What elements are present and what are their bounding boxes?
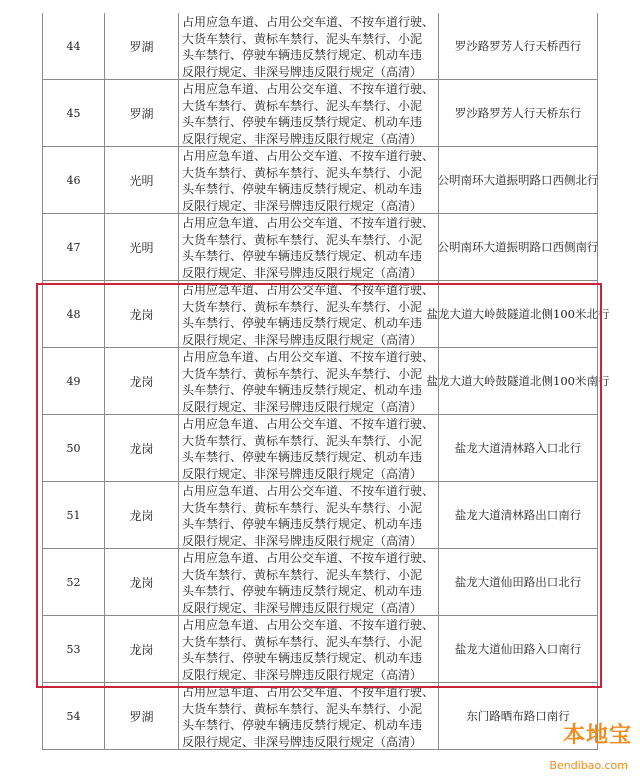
location: 罗沙路罗芳人行天桥西行 xyxy=(438,13,598,79)
violation-type-line: 头车禁行、停驶车辆违反禁行规定、机动车违 xyxy=(182,718,423,732)
location: 盐龙大道大岭鼓隧道北侧100米南行 xyxy=(438,348,598,414)
district: 龙岗 xyxy=(104,281,178,347)
violation-type-line: 占用应急车道、占用公交车道、不按车道行驶、 xyxy=(182,685,435,699)
violation-types xyxy=(178,13,438,79)
location: 盐龙大道清林路出口南行 xyxy=(438,482,598,548)
violation-type-line: 占用应急车道、占用公交车道、不按车道行驶、 xyxy=(182,283,435,297)
violation-type-line: 反限行规定、非深号牌违反限行规定（高清） xyxy=(182,734,423,749)
violation-type-line: 占用应急车道、占用公交车道、不按车道行驶、 xyxy=(182,484,435,498)
violation-type-line: 占用应急车道、占用公交车道、不按车道行驶、 xyxy=(182,551,435,565)
violation-type-line: 头车禁行、停驶车辆违反禁行规定、机动车违 xyxy=(182,517,423,531)
location: 盐龙大道清林路入口北行 xyxy=(438,415,598,481)
violation-type-line: 占用应急车道、占用公交车道、不按车道行驶、 xyxy=(182,15,435,29)
violation-types xyxy=(178,147,438,213)
violation-types xyxy=(178,80,438,146)
violation-type-line: 反限行规定、非深号牌违反限行规定（高清） xyxy=(182,131,423,146)
violation-type-line: 占用应急车道、占用公交车道、不按车道行驶、 xyxy=(182,417,435,431)
violation-type-line: 大货车禁行、黄标车禁行、泥头车禁行、小泥 xyxy=(182,31,423,46)
row-number: 44 xyxy=(42,13,104,79)
violation-type-line: 头车禁行、停驶车辆违反禁行规定、机动车违 xyxy=(182,182,423,196)
row-number: 48 xyxy=(42,281,104,347)
violation-type-line: 大货车禁行、黄标车禁行、泥头车禁行、小泥 xyxy=(182,366,423,381)
location: 东门路晒布路口南行 xyxy=(438,683,598,749)
row-number: 54 xyxy=(42,683,104,749)
violation-type-line: 大货车禁行、黄标车禁行、泥头车禁行、小泥 xyxy=(182,634,423,649)
violation-types xyxy=(178,348,438,414)
table-row xyxy=(42,80,598,147)
watermark-logo: 本地宝 xyxy=(562,723,632,748)
district: 龙岗 xyxy=(104,549,178,615)
district: 龙岗 xyxy=(104,348,178,414)
district: 龙岗 xyxy=(104,616,178,682)
table-row xyxy=(42,348,610,415)
table-row xyxy=(42,13,598,80)
row-number: 53 xyxy=(42,616,104,682)
location: 罗沙路罗芳人行天桥东行 xyxy=(438,80,598,146)
violation-type-line: 头车禁行、停驶车辆违反禁行规定、机动车违 xyxy=(182,48,423,62)
violation-types xyxy=(178,683,438,749)
violation-type-line: 头车禁行、停驶车辆违反禁行规定、机动车违 xyxy=(182,383,423,397)
location: 公明南环大道振明路口西侧南行 xyxy=(438,214,598,280)
violation-type-line: 大货车禁行、黄标车禁行、泥头车禁行、小泥 xyxy=(182,567,423,582)
violation-type-line: 占用应急车道、占用公交车道、不按车道行驶、 xyxy=(182,618,435,632)
district: 龙岗 xyxy=(104,415,178,481)
row-number: 46 xyxy=(42,147,104,213)
district: 罗湖 xyxy=(104,13,178,79)
district: 罗湖 xyxy=(104,683,178,749)
table-row xyxy=(42,281,610,348)
violation-type-line: 头车禁行、停驶车辆违反禁行规定、机动车违 xyxy=(182,450,423,464)
table-row xyxy=(42,482,598,549)
violation-types xyxy=(178,281,438,347)
violation-type-line: 占用应急车道、占用公交车道、不按车道行驶、 xyxy=(182,82,435,96)
table-row xyxy=(42,549,598,616)
violation-type-line: 头车禁行、停驶车辆违反禁行规定、机动车违 xyxy=(182,249,423,263)
violation-type-line: 反限行规定、非深号牌违反限行规定（高清） xyxy=(182,466,423,481)
row-number: 49 xyxy=(42,348,104,414)
violation-type-line: 大货车禁行、黄标车禁行、泥头车禁行、小泥 xyxy=(182,701,423,716)
violation-type-line: 占用应急车道、占用公交车道、不按车道行驶、 xyxy=(182,216,435,230)
violation-type-line: 反限行规定、非深号牌违反限行规定（高清） xyxy=(182,399,423,414)
watermark-url: Bendibao.com xyxy=(549,759,628,772)
violation-type-line: 占用应急车道、占用公交车道、不按车道行驶、 xyxy=(182,149,435,163)
violation-types xyxy=(178,549,438,615)
violation-type-line: 头车禁行、停驶车辆违反禁行规定、机动车违 xyxy=(182,316,423,330)
violation-type-line: 大货车禁行、黄标车禁行、泥头车禁行、小泥 xyxy=(182,299,423,314)
violation-types xyxy=(178,482,438,548)
violation-type-line: 反限行规定、非深号牌违反限行规定（高清） xyxy=(182,198,423,213)
table-row xyxy=(42,214,598,281)
row-number: 50 xyxy=(42,415,104,481)
district: 光明 xyxy=(104,214,178,280)
violation-type-line: 反限行规定、非深号牌违反限行规定（高清） xyxy=(182,64,423,79)
violation-type-line: 反限行规定、非深号牌违反限行规定（高清） xyxy=(182,533,423,548)
district: 龙岗 xyxy=(104,482,178,548)
table-row xyxy=(42,415,598,482)
district: 光明 xyxy=(104,147,178,213)
location: 盐龙大道仙田路出口北行 xyxy=(438,549,598,615)
violation-type-line: 大货车禁行、黄标车禁行、泥头车禁行、小泥 xyxy=(182,165,423,180)
location: 盐龙大道仙田路入口南行 xyxy=(438,616,598,682)
violation-type-line: 反限行规定、非深号牌违反限行规定（高清） xyxy=(182,332,423,347)
row-number: 47 xyxy=(42,214,104,280)
violation-type-line: 大货车禁行、黄标车禁行、泥头车禁行、小泥 xyxy=(182,500,423,515)
violation-types xyxy=(178,214,438,280)
violation-type-line: 头车禁行、停驶车辆违反禁行规定、机动车违 xyxy=(182,651,423,665)
row-number: 45 xyxy=(42,80,104,146)
row-number: 51 xyxy=(42,482,104,548)
violation-type-line: 头车禁行、停驶车辆违反禁行规定、机动车违 xyxy=(182,115,423,129)
table-row xyxy=(42,147,598,214)
violation-type-line: 反限行规定、非深号牌违反限行规定（高清） xyxy=(182,600,423,615)
violation-types xyxy=(178,616,438,682)
district: 罗湖 xyxy=(104,80,178,146)
violation-type-line: 大货车禁行、黄标车禁行、泥头车禁行、小泥 xyxy=(182,232,423,247)
violation-types xyxy=(178,415,438,481)
row-number: 52 xyxy=(42,549,104,615)
location: 公明南环大道振明路口西侧北行 xyxy=(438,147,598,213)
violation-type-line: 头车禁行、停驶车辆违反禁行规定、机动车违 xyxy=(182,584,423,598)
violation-type-line: 反限行规定、非深号牌违反限行规定（高清） xyxy=(182,265,423,280)
watermark xyxy=(512,718,632,772)
violation-type-line: 占用应急车道、占用公交车道、不按车道行驶、 xyxy=(182,350,435,364)
violation-type-line: 大货车禁行、黄标车禁行、泥头车禁行、小泥 xyxy=(182,98,423,113)
violation-type-line: 反限行规定、非深号牌违反限行规定（高清） xyxy=(182,667,423,682)
location: 盐龙大道大岭鼓隧道北侧100米北行 xyxy=(438,281,598,347)
violation-type-line: 大货车禁行、黄标车禁行、泥头车禁行、小泥 xyxy=(182,433,423,448)
table-row xyxy=(42,616,598,683)
